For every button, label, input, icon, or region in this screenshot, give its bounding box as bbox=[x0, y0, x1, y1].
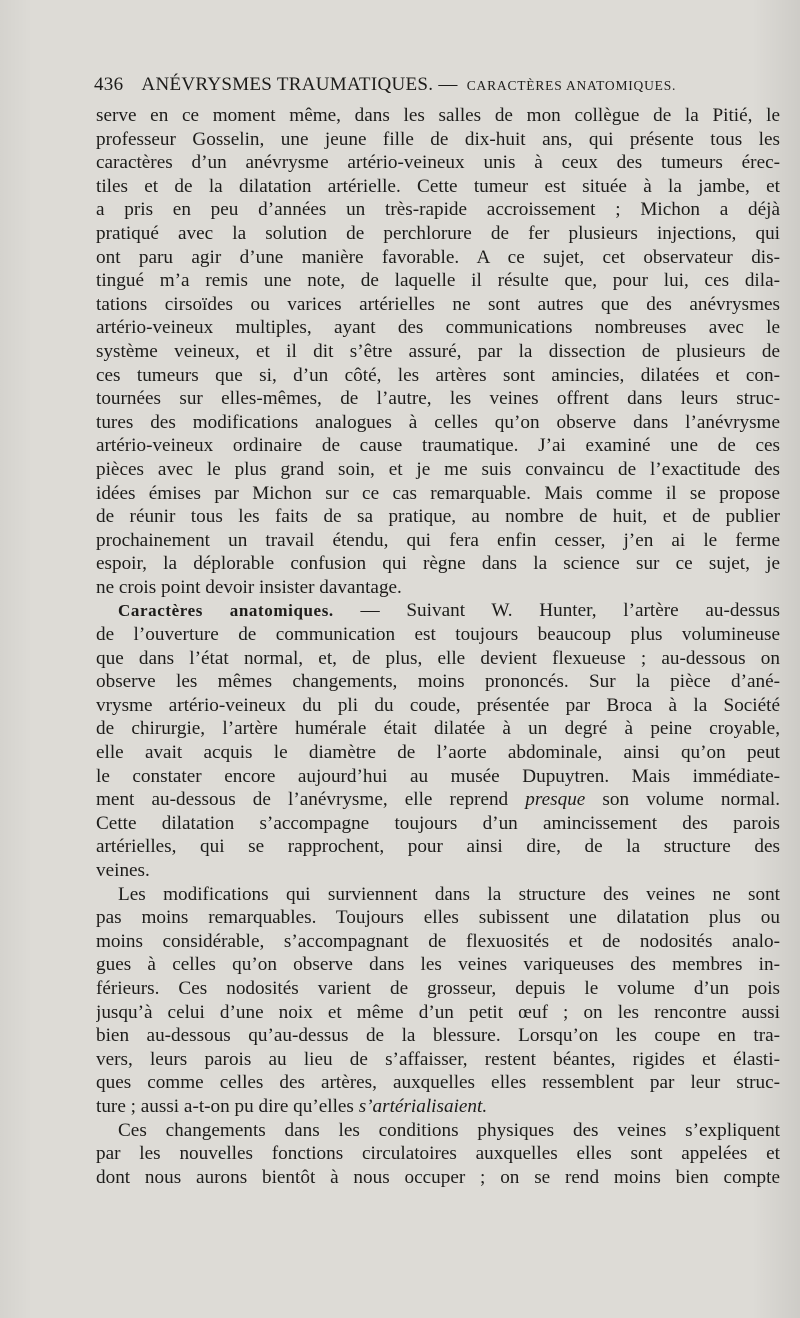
section-title: CARACTÈRES ANATOMIQUES. bbox=[466, 78, 677, 93]
text-line: que dans l’état normal, et, de plus, elle devient flexueuse ; au-dessous on bbox=[96, 647, 780, 669]
text-line: gues à celles qu’on observe dans les veines variqueuses des membres in- bbox=[96, 954, 780, 976]
text-line: prochainement un travail étendu, qui fera enfin cesser, j’en ai le ferme bbox=[96, 529, 780, 551]
body-text bbox=[96, 104, 780, 1189]
text-line: artério-veineux multiples, ayant des communications nombreuses avec le bbox=[96, 317, 780, 339]
section-heading: Caractères anatomiques. bbox=[118, 601, 334, 621]
text-line: a pris en peu d’années un très-rapide accroissement ; Michon a déjà bbox=[96, 199, 780, 221]
text-line: ne crois point devoir insister davantage. bbox=[96, 576, 402, 598]
text-line: tiles et de la dilatation artérielle. Cette tumeur est située à la jambe, et bbox=[96, 175, 780, 197]
page-number: 436 bbox=[94, 74, 124, 95]
text-line: vrysme artério-veineux du pli du coude, présentée par Broca à la Société bbox=[96, 694, 780, 716]
section-heading-line bbox=[96, 599, 780, 623]
running-header bbox=[94, 74, 694, 100]
italic-word: s’artérialisaient. bbox=[358, 1095, 488, 1117]
header-separator: — bbox=[438, 74, 458, 95]
text-line: Cette dilatation s’accompagne toujours d’un amincissement des parois bbox=[96, 812, 780, 834]
text-fragment: ment au-dessous de l’anévrysme, elle reprend bbox=[96, 789, 526, 811]
text-line: pièces avec le plus grand soin, et je me suis convaincu de l’exactitude des bbox=[96, 458, 780, 480]
text-line bbox=[96, 1095, 780, 1119]
text-line: vers, leurs parois au lieu de s’affaisser, restent béantes, rigides et élasti- bbox=[96, 1048, 780, 1070]
text-line: férieurs. Ces nodosités varient de grosseur, depuis le volume d’un pois bbox=[96, 977, 780, 999]
text-line: tations cirsoïdes ou varices artérielles ne sont autres que des anévrysmes bbox=[96, 293, 780, 315]
text-line: Les modifications qui surviennent dans la structure des veines ne sont bbox=[118, 883, 780, 905]
text-line: tournées sur elles-mêmes, de l’autre, les veines offrent dans leurs struc- bbox=[96, 388, 780, 410]
text-fragment: ture ; aussi a-t-on pu dire qu’elles bbox=[96, 1095, 359, 1117]
text-line: professeur Gosselin, une jeune fille de dix-huit ans, qui présente tous les bbox=[96, 128, 780, 150]
text-line: pratiqué avec la solution de perchlorure de fer plusieurs injections, qui bbox=[96, 222, 780, 244]
text-line: idées émises par Michon sur ce cas remarquable. Mais comme il se propose bbox=[96, 482, 780, 504]
text-line: de réunir tous les faits de sa pratique, au nombre de huit, et de publier bbox=[96, 506, 780, 528]
text-line: ces tumeurs que si, d’un côté, les artères sont amincies, dilatées et con- bbox=[96, 364, 780, 386]
text-line: artérielles, qui se rapprochent, pour ainsi dire, de la structure des bbox=[96, 836, 780, 858]
text-line: espoir, la déplorable confusion qui règne dans la science sur ce sujet, je bbox=[96, 553, 780, 575]
text-line: moins considérable, s’accompagnant de flexuosités et de nodosités analo- bbox=[96, 930, 780, 952]
text-line: serve en ce moment même, dans les salles de mon collègue de la Pitié, le bbox=[96, 105, 780, 126]
text-line: bien au-dessous qu’au-dessus de la blessure. Lorsqu’on les coupe en tra- bbox=[96, 1025, 780, 1047]
italic-word: presque bbox=[525, 789, 586, 811]
text-line bbox=[96, 788, 780, 812]
text-line: pas moins remarquables. Toujours elles subissent une dilatation plus ou bbox=[96, 907, 780, 929]
text-line: de chirurgie, l’artère humérale était dilatée à un degré à peine croyable, bbox=[96, 718, 780, 740]
text-line: le constater encore aujourd’hui au musée Dupuytren. Mais immédiate- bbox=[96, 765, 780, 787]
text-line: caractères d’un anévrysme artério-veineux unis à ceux des tumeurs érec- bbox=[96, 152, 780, 174]
text-line: ont paru agir d’une manière favorable. A ce sujet, cet observateur dis- bbox=[96, 246, 780, 268]
text-line: artério-veineux ordinaire de cause traumatique. J’ai examiné une de ces bbox=[96, 435, 780, 457]
text-fragment: son volume normal. bbox=[585, 789, 780, 811]
text-line: veines. bbox=[96, 860, 150, 881]
text-line: jusqu’à celui d’une noix et même d’un petit œuf ; on les rencontre aussi bbox=[96, 1001, 780, 1023]
text-line: elle avait acquis le diamètre de l’aorte abdominale, ainsi qu’on peut bbox=[96, 742, 780, 764]
text-line: Ces changements dans les conditions physiques des veines s’expliquent bbox=[118, 1119, 780, 1141]
text-line: ques comme celles des artères, auxquelles elles ressemblent par leur struc- bbox=[96, 1072, 780, 1094]
section-heading-rest: — Suivant W. Hunter, l’artère au-dessus bbox=[333, 600, 780, 622]
text-line: par les nouvelles fonctions circulatoires auxquelles elles sont appelées et bbox=[96, 1143, 780, 1165]
text-line: observe les mêmes changements, moins prononcés. Sur la pièce d’ané- bbox=[96, 671, 780, 693]
text-line: tures des modifications analogues à celles qu’on observe dans l’anévrysme bbox=[96, 411, 780, 433]
text-line: dont nous aurons bientôt à nous occuper ; on se rend moins bien compte bbox=[96, 1166, 780, 1188]
running-title: ANÉVRYSMES TRAUMATIQUES. bbox=[141, 74, 434, 95]
text-line: tingué m’a remis une note, de laquelle il résulte que, pour lui, ces dila- bbox=[96, 270, 780, 292]
text-line: de l’ouverture de communication est toujours beaucoup plus volumineuse bbox=[96, 624, 780, 646]
text-line: système veineux, et il dit s’être assuré, par la dissection de plusieurs de bbox=[96, 340, 780, 362]
